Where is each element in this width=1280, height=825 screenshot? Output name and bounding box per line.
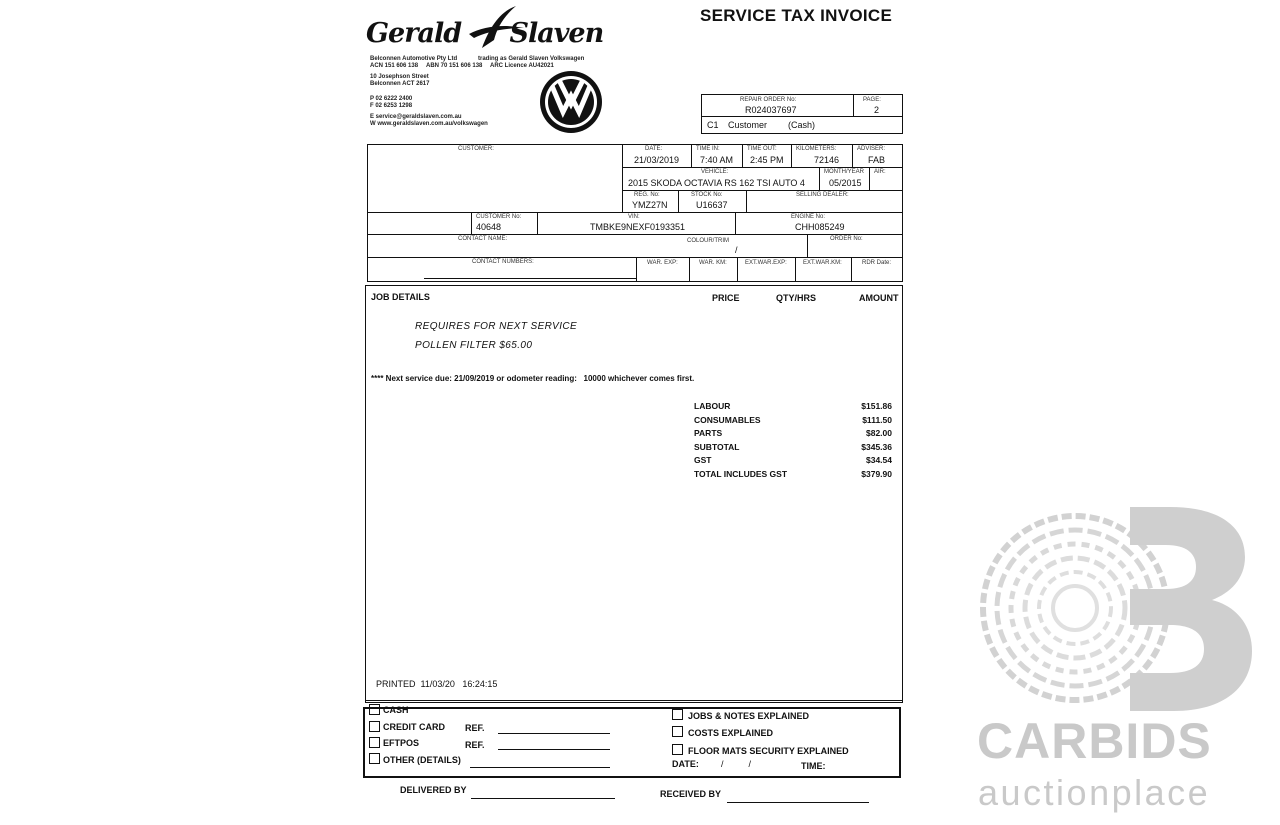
km-value: 72146	[814, 155, 840, 165]
fax: F 02 6253 1298	[370, 103, 413, 109]
payment-type: (Cash)	[788, 120, 816, 130]
ext-war-km-label: EXT.WAR.KM:	[803, 260, 842, 266]
time-field-label: TIME:	[801, 761, 826, 771]
reg-label: REG. No:	[634, 192, 660, 198]
total-row	[694, 415, 892, 429]
cash-checkbox[interactable]	[369, 704, 380, 715]
war-km-label: WAR. KM:	[699, 260, 727, 266]
total-value: $379.90	[861, 468, 892, 479]
costs-explained-checkbox[interactable]	[672, 726, 683, 737]
watermark-brand: CARBIDS	[977, 713, 1212, 769]
company-logo	[364, 4, 616, 54]
total-value: $34.54	[866, 455, 892, 465]
address-line2: Belconnen ACT 2617	[370, 81, 430, 87]
repair-order-label: REPAIR ORDER No:	[740, 97, 797, 103]
page-label: PAGE:	[863, 97, 881, 103]
total-label: CONSUMABLES	[694, 414, 761, 425]
document-title: SERVICE TAX INVOICE	[700, 6, 893, 25]
credit-card-ref-label: REF.	[465, 723, 485, 733]
next-service-note: **** Next service due: 21/09/2019 or odometer reading: 10000 whichever comes first.	[371, 374, 695, 383]
vw-logo-icon	[539, 70, 603, 134]
credit-card-ref-line[interactable]	[498, 733, 610, 734]
total-value: $345.36	[861, 441, 892, 452]
total-row	[694, 442, 892, 456]
page-number: 2	[874, 105, 880, 115]
order-no-label: ORDER No:	[830, 236, 863, 242]
selling-dealer-label: SELLING DEALER:	[796, 192, 849, 198]
time-out-label: TIME OUT:	[747, 146, 777, 152]
total-label: PARTS	[694, 428, 723, 438]
other-details-line[interactable]	[470, 767, 610, 768]
phone: P 02 6222 2400	[370, 96, 413, 102]
printed-timestamp: PRINTED 11/03/20 16:24:15	[376, 679, 498, 689]
qty-heading: QTY/HRS	[776, 293, 817, 303]
stock-value: U16637	[696, 200, 728, 210]
total-label: LABOUR	[694, 401, 731, 411]
engine-label: ENGINE No:	[791, 214, 826, 220]
abn: ABN 70 151 606 138	[426, 63, 483, 69]
date-field-label: DATE:	[672, 759, 699, 769]
totals-list	[694, 401, 892, 482]
km-label: KILOMETERS:	[796, 146, 837, 152]
vehicle-value: 2015 SKODA OCTAVIA RS 162 TSI AUTO 4	[628, 178, 805, 188]
total-value: $82.00	[866, 428, 892, 438]
total-label: TOTAL INCLUDES GST	[694, 468, 788, 479]
date-value: 21/03/2019	[634, 155, 680, 165]
cash-label: CASH	[383, 705, 409, 715]
customer-no-label: CUSTOMER No:	[476, 214, 522, 220]
total-row	[694, 428, 892, 442]
war-exp-label: WAR. EXP:	[647, 260, 678, 266]
other-label: OTHER (DETAILS)	[383, 755, 461, 765]
stock-label: STOCK No:	[691, 192, 723, 198]
month-year-value: 05/2015	[829, 178, 862, 188]
time-in-value: 7:40 AM	[700, 155, 734, 165]
engine-value: CHH085249	[795, 222, 845, 232]
contact-name-label: CONTACT NAME:	[458, 236, 508, 242]
adviser-value: FAB	[868, 155, 886, 165]
colour-trim-label: COLOUR/TRIM	[687, 238, 729, 244]
eftpos-ref-line[interactable]	[498, 749, 610, 750]
job-line-2: POLLEN FILTER $65.00	[415, 340, 533, 351]
time-out-value: 2:45 PM	[750, 155, 784, 165]
customer-no-value: 40648	[476, 222, 502, 232]
trading-as: trading as Gerald Slaven Volkswagen	[478, 56, 585, 62]
eftpos-ref-label: REF.	[465, 740, 485, 750]
credit-card-label: CREDIT CARD	[383, 722, 445, 732]
delivered-by-label: DELIVERED BY	[400, 785, 467, 795]
price-heading: PRICE	[712, 293, 740, 303]
website: W www.geraldslaven.com.au/volkswagen	[370, 121, 488, 127]
credit-card-checkbox[interactable]	[369, 721, 380, 732]
floor-mats-checkbox[interactable]	[672, 744, 683, 755]
total-label: SUBTOTAL	[694, 441, 740, 452]
received-by-label: RECEIVED BY	[660, 789, 722, 799]
month-year-label: MONTH/YEAR	[824, 169, 865, 175]
customer-code: C1	[707, 120, 719, 130]
jobs-explained-label: JOBS & NOTES EXPLAINED	[688, 711, 810, 721]
total-label: GST	[694, 455, 712, 465]
floor-mats-label: FLOOR MATS SECURITY EXPLAINED	[688, 746, 849, 756]
customer-label: CUSTOMER:	[458, 146, 494, 152]
costs-explained-label: COSTS EXPLAINED	[688, 728, 774, 738]
other-checkbox[interactable]	[369, 753, 380, 764]
job-line-1: REQUIRES FOR NEXT SERVICE	[415, 321, 578, 332]
carbids-b-logo-icon	[980, 505, 1255, 715]
rdr-date-label: RDR Date:	[862, 260, 892, 266]
air-label: AIR:	[874, 169, 886, 175]
arc-licence: ARC Licence AU42021	[490, 63, 554, 69]
total-row	[694, 469, 892, 483]
delivered-by-line[interactable]	[471, 798, 615, 799]
repair-order-number: R024037697	[745, 105, 797, 115]
address-line1: 10 Josephson Street	[370, 74, 429, 80]
jobs-explained-checkbox[interactable]	[672, 709, 683, 720]
colour-trim-value: /	[735, 245, 738, 255]
company-name: Belconnen Automotive Pty Ltd	[370, 56, 458, 62]
logo-text: Gerald Slaven	[366, 18, 604, 49]
watermark-tagline: auctionplace	[978, 772, 1211, 813]
received-by-line[interactable]	[727, 802, 869, 803]
total-value: $151.86	[861, 401, 892, 411]
eftpos-checkbox[interactable]	[369, 737, 380, 748]
total-value: $111.50	[862, 414, 892, 425]
vin-value: TMBKE9NEXF0193351	[590, 222, 686, 232]
date-label: DATE:	[645, 146, 663, 152]
ext-war-exp-label: EXT.WAR.EXP:	[745, 260, 787, 266]
vehicle-label: VEHICLE:	[701, 169, 729, 175]
reg-value: YMZ27N	[632, 200, 668, 210]
total-row	[694, 401, 892, 415]
contact-numbers-label: CONTACT NUMBERS:	[472, 259, 534, 265]
email: E service@geraldslaven.com.au	[370, 114, 462, 120]
time-in-label: TIME IN:	[696, 146, 720, 152]
date-field-slashes: / /	[721, 759, 752, 769]
acn: ACN 151 606 138	[370, 63, 419, 69]
total-row	[694, 455, 892, 469]
eftpos-label: EFTPOS	[383, 738, 420, 748]
job-details-heading: JOB DETAILS	[371, 292, 430, 302]
amount-heading: AMOUNT	[859, 293, 899, 303]
customer-type: Customer	[728, 120, 768, 130]
adviser-label: ADVISER:	[857, 146, 886, 152]
vin-label: VIN:	[628, 214, 640, 220]
